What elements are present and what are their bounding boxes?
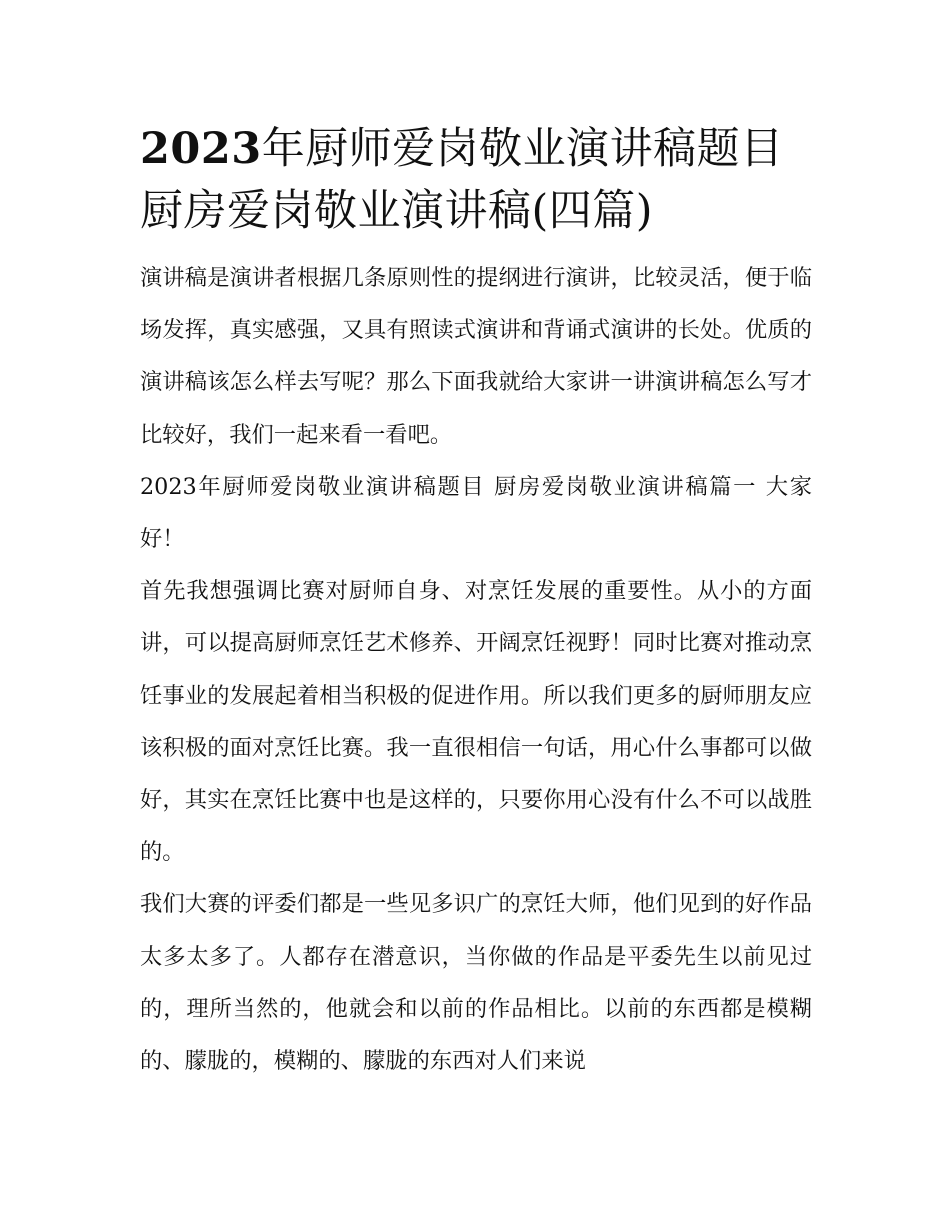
body-paragraph: 我们大赛的评委们都是一些见多识广的烹饪大师，他们见到的好作品太多太多了。人都存在潜意识，当你做的作品是平委先生以前见过的，理所当然的，他就会和以前的作品相比。以前的东西都是模糊的、朦胧的，模糊的、朦胧的东西对人们来说 xyxy=(140,891,812,1075)
intro-paragraph: 演讲稿是演讲者根据几条原则性的提纲进行演讲，比较灵活，便于临场发挥，真实感强，又具有照读式演讲和背诵式演讲的长处。优质的演讲稿该怎么样去写呢？那么下面我就给大家讲一讲演讲稿怎么写才比较好，我们一起来看一看吧。 xyxy=(140,265,812,448)
title-text: 年厨师爱岗敬业演讲稿题目 厨房爱岗敬业演讲稿(四篇) xyxy=(140,124,784,236)
document-title xyxy=(140,118,812,242)
title-year: 2023 xyxy=(140,124,262,174)
body-paragraph: 首先我想强调比赛对厨师自身、对烹饪发展的重要性。从小的方面讲，可以提高厨师烹饪艺术修养、开阔烹饪视野！同时比赛对推动烹饪事业的发展起着相当积极的促进作用。所以我们更多的厨师朋友应该积极的面对烹饪比赛。我一直很相信一句话，用心什么事都可以做好，其实在烹饪比赛中也是这样的，只要你用心没有什么不可以战胜的。 xyxy=(140,578,812,866)
document-page xyxy=(140,118,812,1087)
section-heading-paragraph: 2023年厨师爱岗敬业演讲稿题目 厨房爱岗敬业演讲稿篇一 大家好！ xyxy=(140,473,812,553)
